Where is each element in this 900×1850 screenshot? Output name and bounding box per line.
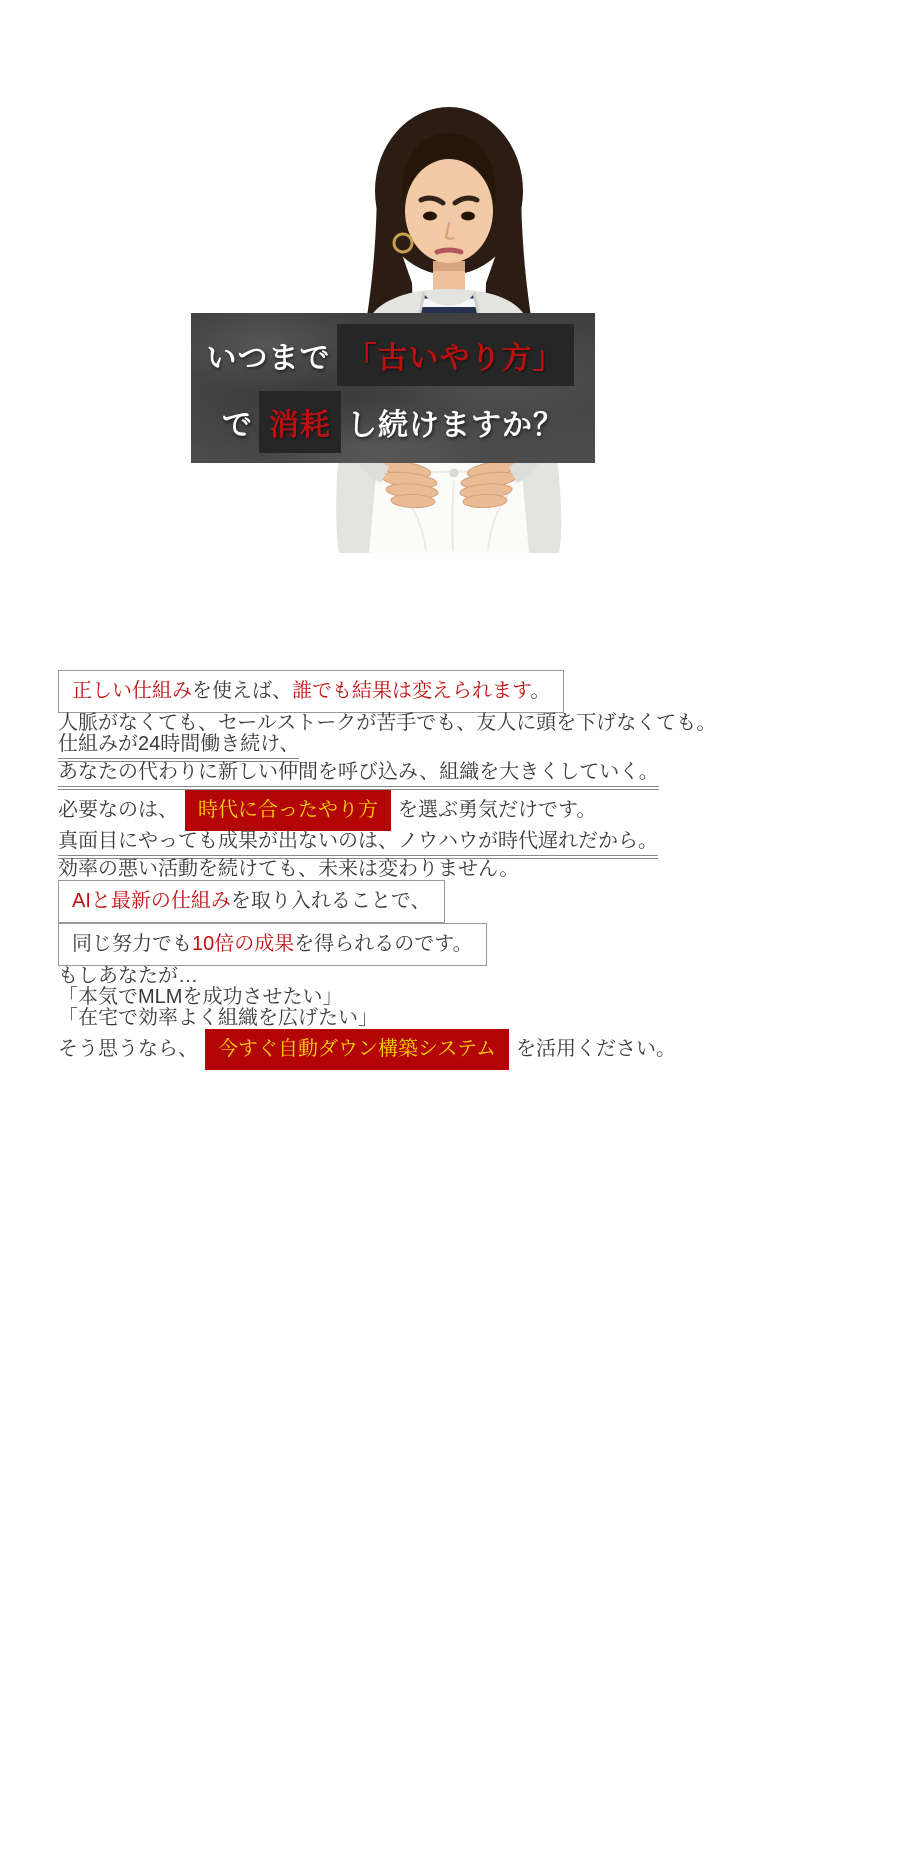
paragraph-outdated: 真面目にやっても成果が出ないのは、ノウハウが時代遅れだから。	[58, 831, 658, 859]
ai-box-row	[58, 880, 842, 923]
highlight-auto-downline-system: 今すぐ自動ダウン構築システム	[205, 1029, 509, 1070]
paragraph-system-24h-row	[58, 734, 842, 762]
courage-text-post: を選ぶ勇気だけです。	[398, 798, 597, 821]
banner-line2-text-post: し続けますか？	[347, 408, 564, 442]
ai-box-red: AIと最新の仕組み	[72, 890, 231, 912]
intro-box	[58, 670, 564, 713]
quote-work-from-home: 「在宅で効率よく組織を広げたい」	[58, 1007, 378, 1029]
intro-box-plain-1: を使えば、	[192, 680, 292, 702]
banner-line-2	[222, 391, 564, 453]
intro-box-red-2: 誰でも結果は変えられます	[292, 680, 531, 702]
intro-box-plain-2: 。	[530, 680, 551, 702]
quote-mlm-success: 「本気でMLMを成功させたい」	[58, 986, 343, 1008]
paragraph-if-you: もしあなたが…	[58, 965, 198, 987]
paragraph-recruit: あなたの代わりに新しい仲間を呼び込み、組織を大きくしていく。	[58, 762, 659, 790]
paragraph-no-network: 人脈がなくても、セールストークが苦手でも、友人に頭を下げなくても。	[58, 712, 717, 734]
hero-section	[0, 0, 900, 670]
banner-line1-text: いつまで	[206, 341, 331, 375]
intro-box-red-1: 正しい仕組み	[72, 680, 192, 702]
paragraph-outdated-row	[58, 831, 842, 859]
cta-text-pre: そう思うなら、	[58, 1037, 198, 1060]
highlight-modern-method: 時代に合ったやり方	[185, 790, 391, 831]
paragraph-inefficient: 効率の悪い活動を続けても、未来は変わりません。	[58, 858, 520, 880]
result-box	[58, 923, 487, 966]
banner-line2-highlight: 消耗	[259, 391, 341, 453]
courage-text-pre: 必要なのは、	[58, 798, 178, 821]
result-box-red: 10倍の成果	[192, 933, 295, 955]
hero-banner	[191, 313, 595, 463]
paragraph-system-24h: 仕組みが24時間働き続け、	[58, 734, 299, 762]
ai-box-plain: を取り入れることで、	[230, 890, 431, 912]
paragraph-courage	[58, 790, 842, 831]
result-box-plain-2: を得られるのです。	[294, 933, 473, 955]
banner-line-1	[207, 324, 580, 386]
banner-line2-text-pre: で	[222, 408, 253, 442]
intro-box-row	[58, 670, 842, 713]
banner-line1-highlight: 「古いやり方」	[337, 324, 574, 386]
paragraph-cta	[58, 1029, 842, 1070]
body-copy	[0, 670, 900, 1070]
result-box-row	[58, 923, 842, 966]
ai-box	[58, 880, 445, 923]
paragraph-recruit-row	[58, 762, 842, 790]
cta-text-post: を活用ください。	[516, 1037, 676, 1060]
result-box-plain-1: 同じ努力でも	[72, 933, 192, 955]
